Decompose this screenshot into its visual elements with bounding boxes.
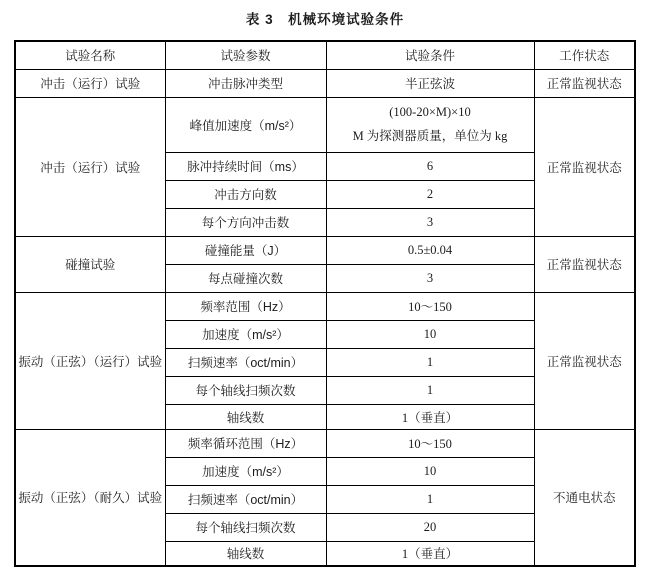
header-test-name: 试验名称 xyxy=(15,41,165,69)
param-cell: 加速度（m/s²） xyxy=(165,320,326,348)
condition-cell: 3 xyxy=(326,208,534,236)
param-cell: 每点碰撞次数 xyxy=(165,264,326,292)
param-cell: 冲击方向数 xyxy=(165,180,326,208)
condition-formula: (100-20×M)×10 xyxy=(389,104,471,119)
condition-cell: 10～150 xyxy=(326,429,534,457)
condition-cell: 1（垂直） xyxy=(326,541,534,566)
condition-cell: 3 xyxy=(326,264,534,292)
condition-cell: 10～150 xyxy=(326,292,534,320)
param-cell: 扫频速率（oct/min） xyxy=(165,348,326,376)
table-title: 表 3 机械环境试验条件 xyxy=(245,12,405,27)
condition-cell: 10 xyxy=(326,320,534,348)
table-row xyxy=(15,236,635,264)
test-name-cell: 冲击（运行）试验 xyxy=(15,97,165,236)
status-cell: 正常监视状态 xyxy=(534,236,635,292)
test-name-cell: 振动（正弦）（运行）试验 xyxy=(15,292,165,429)
test-name-cell: 碰撞试验 xyxy=(15,236,165,292)
table-row xyxy=(15,429,635,457)
header-test-param: 试验参数 xyxy=(165,41,326,69)
param-cell: 频率范围（Hz） xyxy=(165,292,326,320)
param-cell: 每个轴线扫频次数 xyxy=(165,376,326,404)
param-cell: 频率循环范围（Hz） xyxy=(165,429,326,457)
condition-cell: 1 xyxy=(326,485,534,513)
condition-cell: 6 xyxy=(326,152,534,180)
param-cell: 轴线数 xyxy=(165,404,326,429)
table-row xyxy=(15,292,635,320)
param-cell: 每个方向冲击数 xyxy=(165,208,326,236)
condition-cell: 2 xyxy=(326,180,534,208)
condition-cell: 1（垂直） xyxy=(326,404,534,429)
condition-cell: 1 xyxy=(326,348,534,376)
param-cell: 每个轴线扫频次数 xyxy=(165,513,326,541)
status-cell: 不通电状态 xyxy=(534,429,635,566)
condition-cell: 半正弦波 xyxy=(326,69,534,97)
param-cell: 冲击脉冲类型 xyxy=(165,69,326,97)
condition-cell: 0.5±0.04 xyxy=(326,236,534,264)
header-test-condition: 试验条件 xyxy=(326,41,534,69)
condition-cell xyxy=(326,97,534,152)
param-cell: 峰值加速度（m/s²） xyxy=(165,97,326,152)
status-cell: 正常监视状态 xyxy=(534,69,635,97)
param-cell: 轴线数 xyxy=(165,541,326,566)
param-cell: 扫频速率（oct/min） xyxy=(165,485,326,513)
param-cell: 加速度（m/s²） xyxy=(165,457,326,485)
status-cell: 正常监视状态 xyxy=(534,292,635,429)
mechanical-test-conditions-table xyxy=(14,40,636,567)
header-work-state: 工作状态 xyxy=(534,41,635,69)
test-name-cell: 振动（正弦）（耐久）试验 xyxy=(15,429,165,566)
status-cell: 正常监视状态 xyxy=(534,97,635,236)
table-row xyxy=(15,97,635,152)
condition-cell: 1 xyxy=(326,376,534,404)
condition-cell: 10 xyxy=(326,457,534,485)
test-name-cell: 冲击（运行）试验 xyxy=(15,69,165,97)
param-cell: 碰撞能量（J） xyxy=(165,236,326,264)
table-row xyxy=(15,69,635,97)
param-cell: 脉冲持续时间（ms） xyxy=(165,152,326,180)
condition-note: M 为探测器质量，单位为 kg xyxy=(352,128,508,143)
header-row xyxy=(15,41,635,69)
condition-cell: 20 xyxy=(326,513,534,541)
